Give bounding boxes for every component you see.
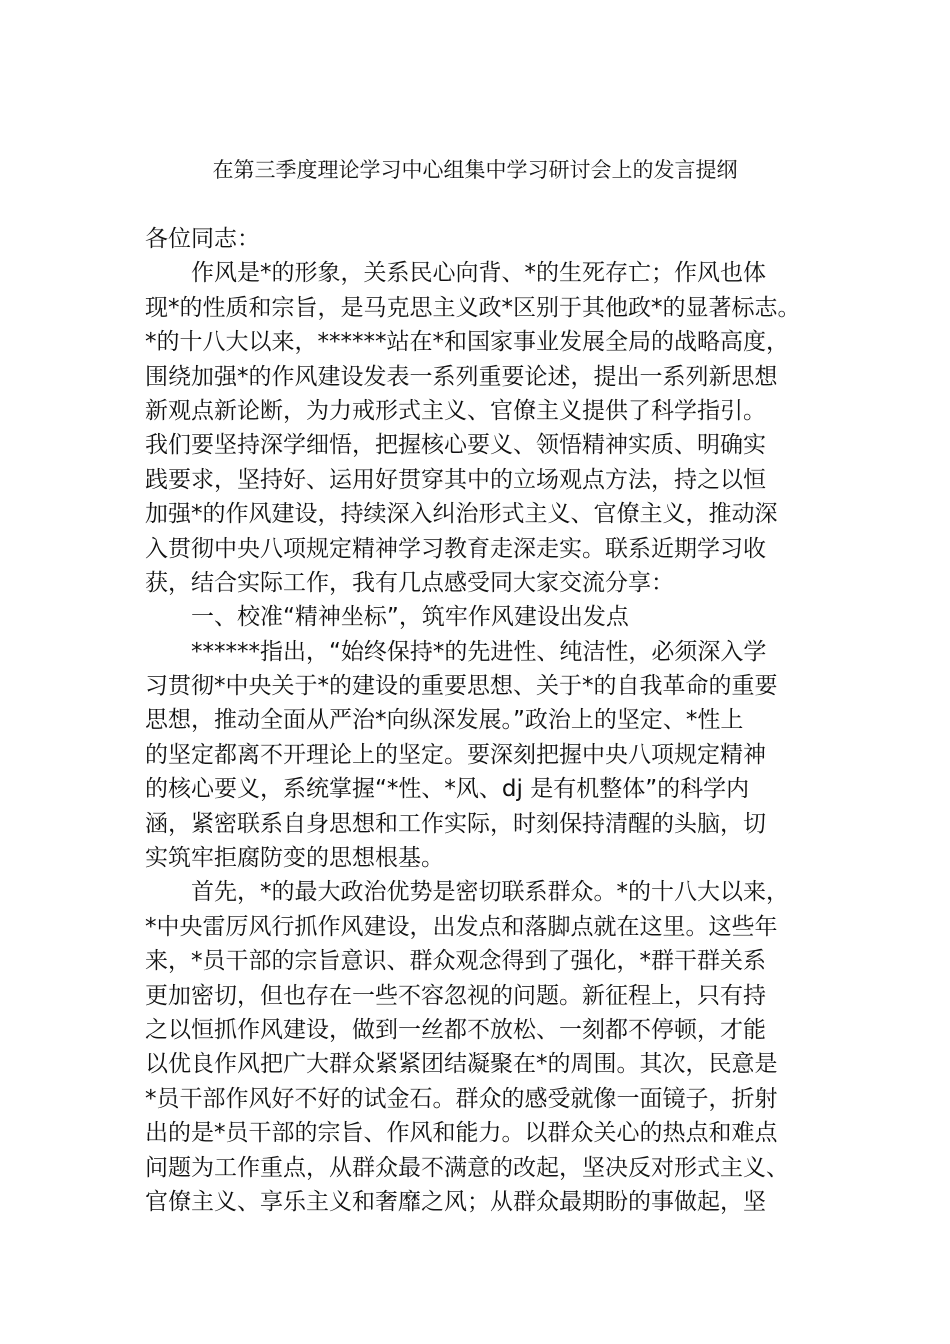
text-line: 获，结合实际工作，我有几点感受同大家交流分享： <box>145 569 674 596</box>
text-line: 更加密切，但也存在一些不容忽视的问题。新征程上，只有持 <box>145 982 766 1009</box>
text-line: 加强*的作风建设，持续深入纠治形式主义、官僚主义，推动深 <box>145 501 778 528</box>
text-line: 围绕加强*的作风建设发表一系列重要论述，提出一系列新思想 <box>145 363 778 390</box>
text-line: 实筑牢拒腐防变的思想根基。 <box>145 845 444 872</box>
text-line: 的坚定都离不开理论上的坚定。要深刻把握中央八项规定精神 <box>145 741 766 768</box>
text-line: 思想，推动全面从严治*向纵深发展。”政治上的坚定、*性上 <box>145 707 744 734</box>
text-line: 的核心要义，系统掌握“*性、*风、dj 是有机整体”的科学内 <box>145 776 750 803</box>
text-line: *中央雷厉风行抓作风建设，出发点和落脚点就在这里。这些年 <box>145 913 778 940</box>
text-line: *的十八大以来，******站在*和国家事业发展全局的战略高度， <box>145 329 789 356</box>
text-line: 出的是*员干部的宗旨、作风和能力。以群众关心的热点和难点 <box>145 1120 778 1147</box>
text-line: 首先，*的最大政治优势是密切联系群众。*的十八大以来， <box>191 879 789 906</box>
text-line: 一、校准“精神坐标”，筑牢作风建设出发点 <box>191 604 629 631</box>
text-line: 作风是*的形象，关系民心向背、*的生死存亡；作风也体 <box>191 260 766 287</box>
text-line: 以优良作风把广大群众紧紧团结凝聚在*的周围。其次，民意是 <box>145 1051 778 1078</box>
text-line: 我们要坚持深学细悟，把握核心要义、领悟精神实质、明确实 <box>145 432 766 459</box>
text-line: 践要求，坚持好、运用好贯穿其中的立场观点方法，持之以恒 <box>145 466 766 493</box>
text-line: 官僚主义、享乐主义和奢靡之风；从群众最期盼的事做起，坚 <box>145 1188 766 1215</box>
text-line: 之以恒抓作风建设，做到一丝都不放松、一刻都不停顿，才能 <box>145 1016 766 1043</box>
text-line: 问题为工作重点，从群众最不满意的改起，坚决反对形式主义、 <box>145 1154 789 1181</box>
text-line: 涵，紧密联系自身思想和工作实际，时刻保持清醒的头脑，切 <box>145 810 766 837</box>
text-line: 新观点新论断，为力戒形式主义、官僚主义提供了科学指引。 <box>145 397 766 424</box>
paragraph-lines <box>145 256 825 1219</box>
document-body <box>145 222 825 1219</box>
text-line: *员干部作风好不好的试金石。群众的感受就像一面镜子，折射 <box>145 1085 778 1112</box>
text-line: 入贯彻中央八项规定精神学习教育走深走实。联系近期学习收 <box>145 535 766 562</box>
text-line: 来，*员干部的宗旨意识、群众观念得到了强化，*群干群关系 <box>145 948 766 975</box>
salutation: 各位同志： <box>145 226 260 252</box>
document-title: 在第三季度理论学习中心组集中学习研讨会上的发言提纲 <box>212 158 738 182</box>
text-line: ******指出，“始终保持*的先进性、纯洁性，必须深入学 <box>191 638 767 665</box>
text-line: 现*的性质和宗旨，是马克思主义政*区别于其他政*的显著标志。 <box>145 294 801 321</box>
text-line: 习贯彻*中央关于*的建设的重要思想、关于*的自我革命的重要 <box>145 673 778 700</box>
